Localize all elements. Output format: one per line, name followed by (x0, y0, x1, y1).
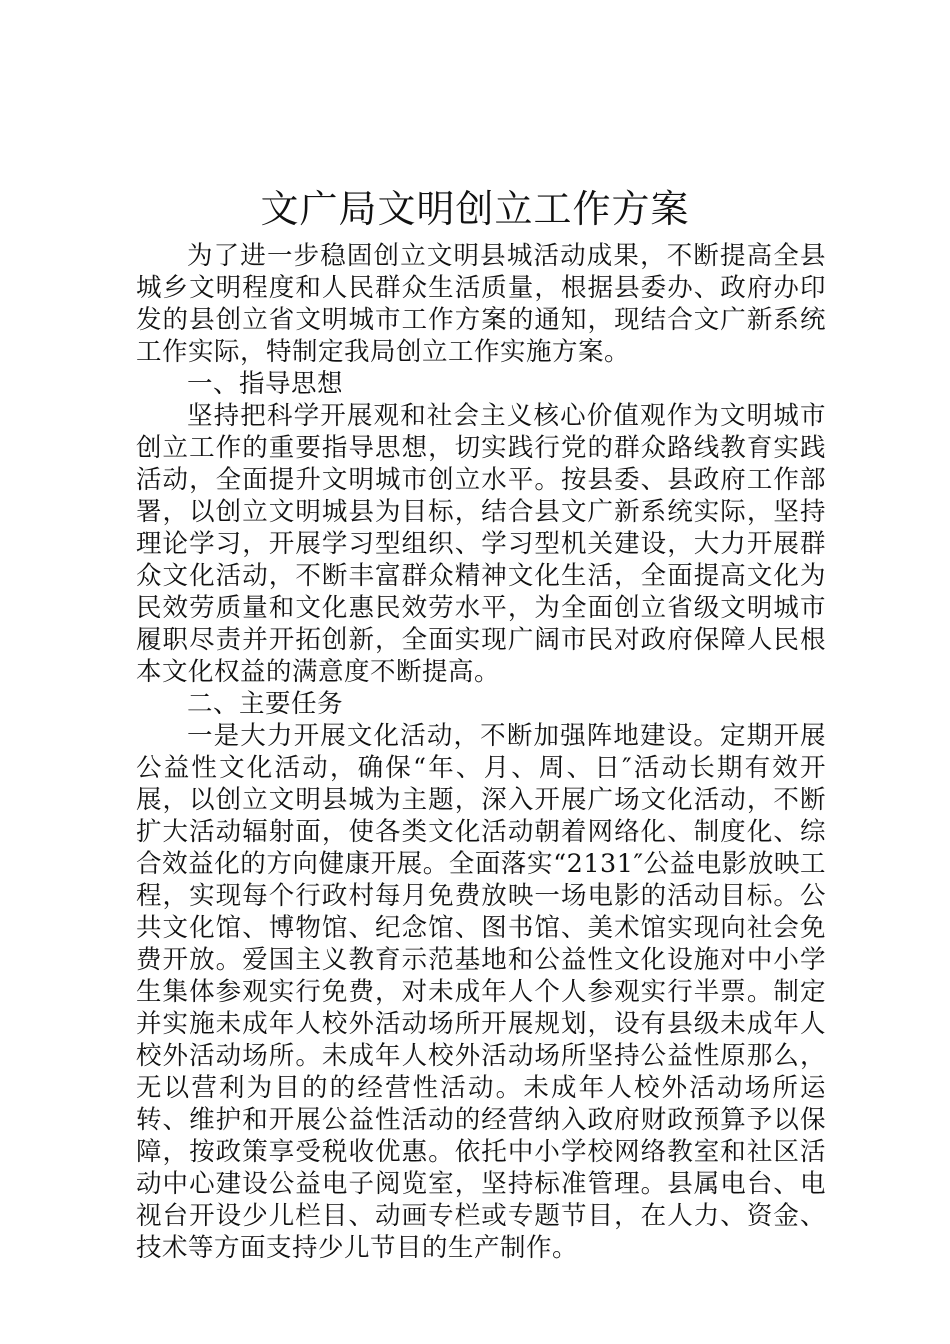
section-heading-guiding-ideology: 一、指导思想 (187, 369, 344, 399)
main-tasks-paragraph: 一是大力开展文化活动，不断加强阵地建设。定期开展公益性文化活动，确保“年、月、周、日″活动长期有效开展，以创立文明县城为主题，深入开展广场文化活动，不断扩大活动辐射面，使各类文化活动朝着网络化、制度化、综合效益化的方向健康开展。全面落实“2131″公益电影放映工程，实现每个行政村每月免费放映一场电影的活动目标。公共文化馆、博物馆、纪念馆、图书馆、美术馆实现向社会免费开放。爱国主义教育示范基地和公益性文化设施对中小学生集体参观实行免费，对未成年人个人参观实行半票。制定并实施未成年人校外活动场所开展规划，设有县级未成年人校外活动场所。未成年人校外活动场所坚持公益性原那么，无以营利为目的的经营性活动。未成年人校外活动场所运转、维护和开展公益性活动的经营纳入政府财政预算予以保障，按政策享受税收优惠。依托中小学校网络教室和社区活动中心建设公益电子阅览室，坚持标准管理。县属电台、电视台开设少儿栏目、动画专栏或专题节目，在人力、资金、技术等方面支持少儿节目的生产制作。 (136, 721, 826, 1263)
document-title: 文广局文明创立工作方案 (260, 187, 690, 231)
guiding-ideology-paragraph: 坚持把科学开展观和社会主义核心价值观作为文明城市创立工作的重要指导思想，切实践行党的群众路线教育实践活动，全面提升文明城市创立水平。按县委、县政府工作部署，以创立文明城县为目标，结合县文广新系统实际，坚持理论学习，开展学习型组织、学习型机关建设，大力开展群众文化活动，不断丰富群众精神文化生活，全面提高文化为民效劳质量和文化惠民效劳水平，为全面创立省级文明城市履职尽责并开拓创新，全面实现广阔市民对政府保障人民根本文化权益的满意度不断提高。 (136, 401, 826, 687)
intro-paragraph: 为了进一步稳固创立文明县城活动成果，不断提高全县城乡文明程度和人民群众生活质量，根据县委办、政府办印发的县创立省文明城市工作方案的通知，现结合文广新系统工作实际，特制定我局创立工作实施方案。 (136, 241, 826, 367)
section-heading-main-tasks: 二、主要任务 (187, 689, 344, 719)
document-body (136, 240, 826, 1264)
